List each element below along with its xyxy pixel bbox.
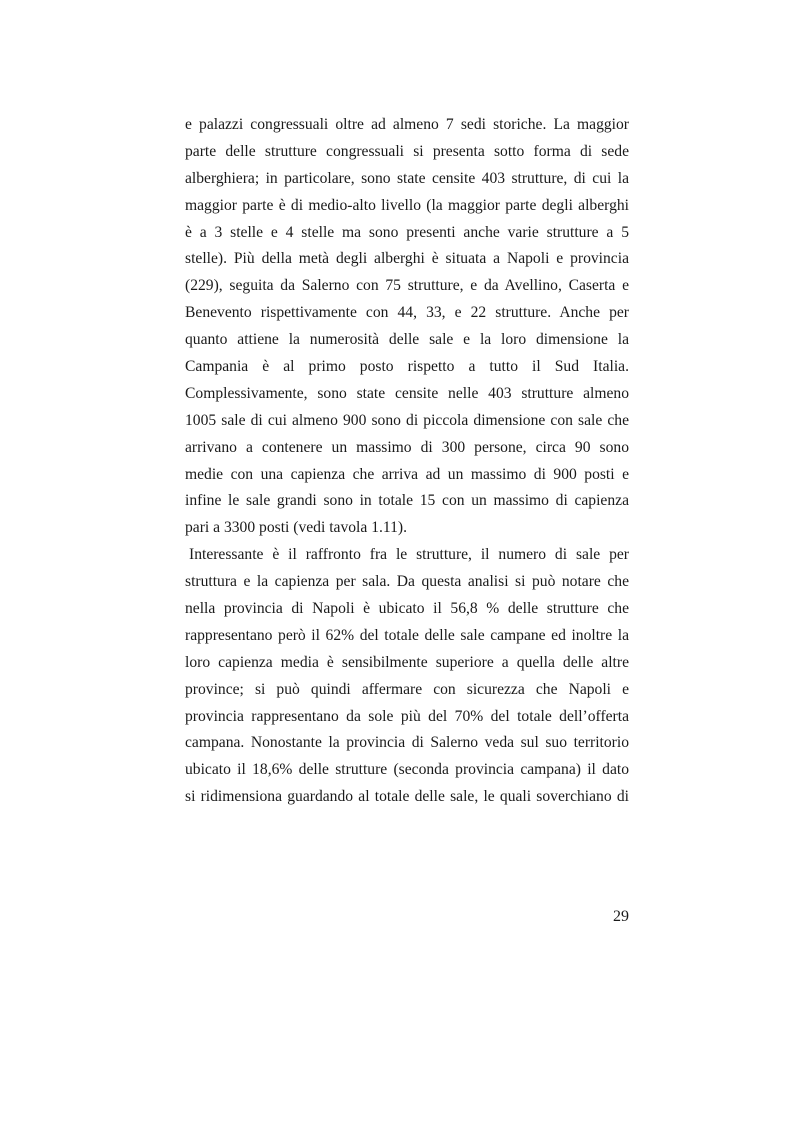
text-line: si ridimensiona guardando al totale delle sale, le quali soverchiano di bbox=[185, 788, 629, 806]
text-line: alberghiera; in particolare, sono state censite 403 strutture, di cui la bbox=[185, 169, 629, 187]
text-line: loro capienza media è sensibilmente superiore a quella delle altre bbox=[185, 653, 629, 671]
paragraph-1 bbox=[185, 112, 629, 542]
text-line: medie con una capienza che arriva ad un massimo di 900 posti e bbox=[185, 465, 629, 483]
body-text bbox=[185, 112, 629, 811]
text-line: e palazzi congressuali oltre ad almeno 7 sedi storiche. La maggior bbox=[185, 116, 629, 133]
text-line: maggior parte è di medio-alto livello (la maggior parte degli alberghi bbox=[185, 196, 629, 214]
text-line: stelle). Più della metà degli alberghi è situata a Napoli e provincia bbox=[185, 250, 629, 268]
text-line: è a 3 stelle e 4 stelle ma sono presenti anche varie strutture a 5 bbox=[185, 223, 629, 241]
text-line: (229), seguita da Salerno con 75 strutture, e da Avellino, Caserta e bbox=[185, 277, 629, 295]
text-line: infine le sale grandi sono in totale 15 con un massimo di capienza bbox=[185, 492, 629, 510]
text-line: nella provincia di Napoli è ubicato il 56,8 % delle strutture che bbox=[185, 600, 629, 618]
text-line: ubicato il 18,6% delle strutture (seconda provincia campana) il dato bbox=[185, 761, 629, 779]
text-line: parte delle strutture congressuali si presenta sotto forma di sede bbox=[185, 142, 629, 160]
text-line: Campania è al primo posto rispetto a tutto il Sud Italia. bbox=[185, 358, 629, 376]
text-line: provincia rappresentano da sole più del 70% del totale dell’offerta bbox=[185, 707, 629, 725]
text-line: rappresentano però il 62% del totale delle sale campane ed inoltre la bbox=[185, 626, 629, 644]
text-line: 1005 sale di cui almeno 900 sono di piccola dimensione con sale che bbox=[185, 411, 629, 429]
text-line: campana. Nonostante la provincia di Salerno veda sul suo territorio bbox=[185, 734, 629, 752]
text-line: Complessivamente, sono state censite nelle 403 strutture almeno bbox=[185, 384, 629, 402]
paragraph-2 bbox=[185, 542, 629, 811]
page-number: 29 bbox=[613, 908, 629, 925]
text-line: province; si può quindi affermare con sicurezza che Napoli e bbox=[185, 680, 629, 698]
text-line: Benevento rispettivamente con 44, 33, e 22 strutture. Anche per bbox=[185, 304, 629, 322]
text-line: arrivano a contenere un massimo di 300 persone, circa 90 sono bbox=[185, 438, 629, 456]
text-line: quanto attiene la numerosità delle sale e la loro dimensione la bbox=[185, 331, 629, 349]
text-line: struttura e la capienza per sala. Da questa analisi si può notare che bbox=[185, 573, 629, 591]
text-line: pari a 3300 posti (vedi tavola 1.11). bbox=[185, 519, 408, 537]
text-line: Interessante è il raffronto fra le strutture, il numero di sale per bbox=[189, 546, 629, 564]
